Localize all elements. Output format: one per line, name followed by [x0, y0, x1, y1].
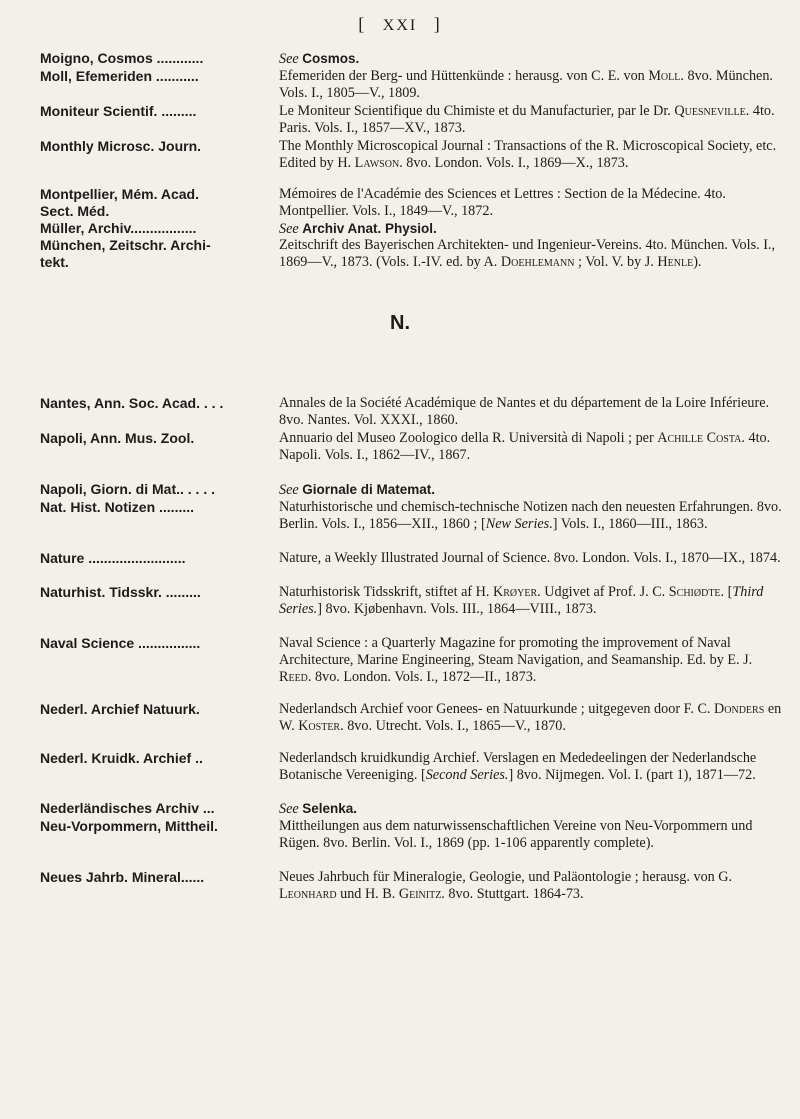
- entry-abbreviation: Neues Jahrb. Mineral......: [40, 869, 205, 885]
- entry-description: Nederlandsch kruidkundig Archief. Verslagen en Mededeelingen der Nederlandsche Botanische Vereeniging. [Second Series.] 8vo. Nijmegen. Vol. I. (part 1), 1871—72.: [279, 750, 757, 783]
- entry-abbreviation: Naval Science ................: [40, 635, 201, 651]
- entry-abbreviation: Napoli, Ann. Mus. Zool.: [40, 430, 195, 446]
- entry-description: The Monthly Microscopical Journal : Transactions of the R. Microscopical Society, etc. Edited by H. Lawson. 8vo. London. Vols. I., 1869—X., 1873.: [279, 138, 777, 171]
- see-reference-label: See: [279, 801, 303, 817]
- entry-abbreviation: Moll, Efemeriden ...........: [40, 68, 199, 84]
- page-header: [0, 14, 800, 35]
- entry-abbreviation: Müller, Archiv.................: [40, 220, 197, 236]
- entry-description: Efemeriden der Berg- und Hüttenkünde : herausg. von C. E. von Moll. 8vo. München. Vols. I., 1805—V., 1809.: [279, 68, 773, 101]
- entry-description: Nature, a Weekly Illustrated Journal of Science. 8vo. London. Vols. I., 1870—IX., 1874.: [279, 550, 781, 566]
- see-reference-target: Selenka.: [302, 801, 358, 816]
- entry-description: Mémoires de l'Académie des Sciences et Lettres : Section de la Médecine. 4to. Montpellier. Vols. I., 1849—V., 1872.: [279, 186, 726, 219]
- entry-description: Naval Science : a Quarterly Magazine for promoting the improvement of Naval Architecture, Marine Engineering, Steam Navigation, and Seamanship. Ed. by E. J. Reed. 8vo. London. Vols. I., 1872—II., 1873.: [279, 635, 753, 685]
- entry-abbreviation: Nederl. Archief Natuurk.: [40, 701, 200, 717]
- entry-abbreviation: Nederländisches Archiv ...: [40, 800, 215, 816]
- entry-abbreviation: Nederl. Kruidk. Archief ..: [40, 750, 203, 766]
- entry-abbreviation: Nat. Hist. Notizen .........: [40, 499, 195, 515]
- see-reference-label: See: [279, 221, 303, 237]
- entry-abbreviation: Montpellier, Mém. Acad. Sect. Méd.: [40, 186, 199, 219]
- entry-abbreviation: Naturhist. Tidsskr. .........: [40, 584, 201, 600]
- entry-abbreviation: Monthly Microsc. Journ.: [40, 138, 202, 154]
- entry-description: Zeitschrift des Bayerischen Architekten- und Ingenieur-Vereins. 4to. München. Vols. I., 1869—V., 1873. (Vols. I.-IV. ed. by A. Doehlemann ; Vol. V. by J. Henle).: [279, 237, 776, 270]
- section-letter: N.: [390, 312, 410, 334]
- entry-description: Le Moniteur Scientifique du Chimiste et du Manufacturier, par le Dr. Quesneville. 4to. Paris. Vols. I., 1857—XV., 1873.: [279, 103, 775, 136]
- entry-description: Neues Jahrbuch für Mineralogie, Geologie, und Paläontologie ; herausg. von G. Leonhard und H. B. Geinitz. 8vo. Stuttgart. 1864-73.: [279, 869, 733, 902]
- entry-description: [279, 50, 784, 68]
- entry-abbreviation: Napoli, Giorn. di Mat.. . . . .: [40, 481, 216, 497]
- entry-description: Annales de la Société Académique de Nantes et du département de la Loire Inférieure. 8vo. Nantes. Vol. XXXI., 1860.: [279, 395, 770, 428]
- bracket-open: [: [358, 14, 367, 34]
- see-reference-target: Cosmos.: [302, 51, 360, 66]
- see-reference-label: See: [279, 482, 303, 498]
- entry-abbreviation: Neu-Vorpommern, Mittheil.: [40, 818, 218, 834]
- page-number: XXI: [382, 17, 418, 34]
- entry-description: [279, 220, 784, 238]
- see-reference-label: See: [279, 51, 303, 67]
- entry-description: Naturhistorische und chemisch-technische Notizen nach den neuesten Erfahrungen. 8vo. Berlin. Vols. I., 1856—XII., 1860 ; [New Series.] Vols. I., 1860—III., 1863.: [279, 499, 782, 532]
- entry-abbreviation: Nantes, Ann. Soc. Acad. . . .: [40, 395, 224, 411]
- entry-description: [279, 481, 784, 499]
- bracket-close: ]: [433, 14, 442, 34]
- see-reference-target: Archiv Anat. Physiol.: [302, 221, 437, 236]
- entry-description: Naturhistorisk Tidsskrift, stiftet af H. Krøyer. Udgivet af Prof. J. C. Schiødte. [Third Series.] 8vo. Kjøbenhavn. Vols. III., 1864—VIII., 1873.: [279, 584, 764, 617]
- entry-description: Nederlandsch Archief voor Genees- en Natuurkunde ; uitgegeven door F. C. Donders en W. Koster. 8vo. Utrecht. Vols. I., 1865—V., 1870.: [279, 701, 782, 734]
- entry-description: Annuario del Museo Zoologico della R. Università di Napoli ; per Achille Costa. 4to. Napoli. Vols. I., 1862—IV., 1867.: [279, 430, 771, 463]
- entry-abbreviation: Nature .........................: [40, 550, 186, 566]
- entry-abbreviation: München, Zeitschr. Archi- tekt.: [40, 237, 211, 270]
- see-reference-target: Giornale di Matemat.: [302, 482, 436, 497]
- entry-description: [279, 800, 784, 818]
- entry-abbreviation: Moigno, Cosmos ............: [40, 50, 204, 66]
- entry-abbreviation: Moniteur Scientif. .........: [40, 103, 197, 119]
- entry-description: Mittheilungen aus dem naturwissenschaftlichen Vereine von Neu-Vorpommern und Rügen. 8vo. Berlin. Vol. I., 1869 (pp. 1-106 apparently complete).: [279, 818, 753, 851]
